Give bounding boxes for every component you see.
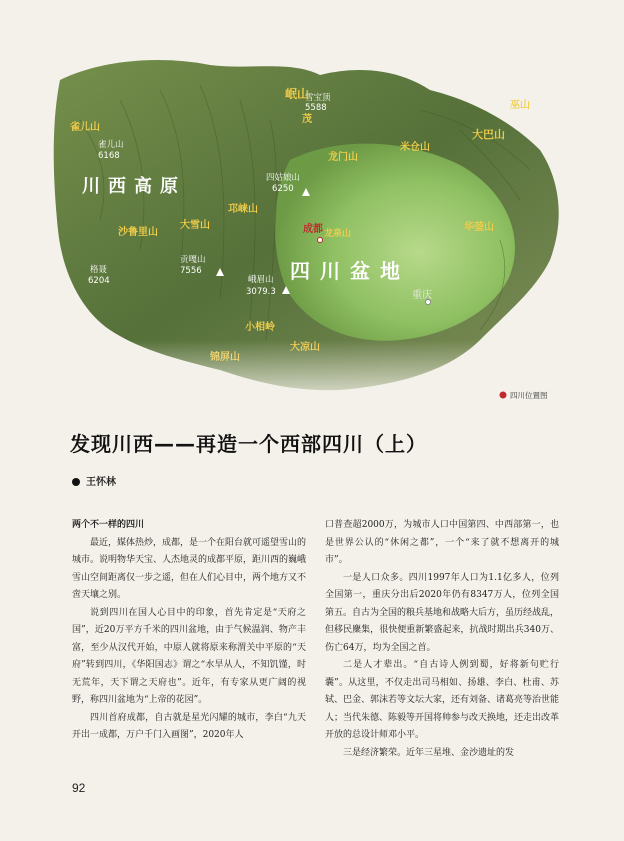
mountain-longmen: 龙门山: [328, 152, 358, 163]
peak-xuebaoding-elev: 5588: [305, 103, 327, 113]
right-column: [325, 517, 559, 762]
chongqing-label: 重庆: [412, 290, 432, 301]
peak-queershan-elev: 6168: [98, 151, 120, 161]
paragraph: 二是人才辈出。“自古诗人例到蜀，好将新句贮行囊”。从这里，不仅走出司马相如、扬雄、李白、杜甫、苏轼、巴金、郭沫若等文坛大家，还有刘备、诸葛亮等治世能人；当代朱德、陈毅等开国将帅参与改天换地，还走出改革开放的总设计师邓小平。: [325, 660, 560, 740]
paragraph: 三是经济繁荣。近年三星堆、金沙遗址的发: [343, 747, 515, 758]
article-title: 发现川西——再造一个西部四川（上）: [70, 432, 427, 456]
mountain-shaluli: 沙鲁里山: [118, 227, 158, 238]
author-line: [72, 473, 116, 488]
chengdu-marker: [318, 238, 323, 243]
legend-label: 四川位置图: [510, 391, 548, 400]
peak-xuebaoding-name: 雪宝顶: [305, 93, 331, 103]
mountain-micang: 米仓山: [400, 142, 430, 153]
page-number: 92: [72, 781, 86, 795]
section-heading: 两个不一样的四川: [72, 520, 145, 530]
paragraph: 四川首府成都，自古就是星光闪耀的城市，李白“九天开出一成都，万户千门入画图”，2020年人: [72, 712, 306, 740]
mountain-min: 岷山: [285, 87, 310, 101]
paragraph: 说到四川在国人心目中的印象，首先肯定是“天府之国”，近20万平方千米的四川盆地，由于气候温润、物产丰富，至少从汉代开始，中原人就将原来称渭关中平原的“天府”转到四川，《华阳国志》谓之“水旱从人，不知饥馑，时无荒年，天下谓之天府也”。近年，有专家从更广阔的视野，称四川盆地为“上帝的花园”。: [72, 607, 306, 705]
peak-emei-elev: 3079.3: [246, 287, 276, 297]
mountain-longquan: 龙泉山: [324, 229, 352, 239]
mountain-wu: 巫山: [510, 100, 530, 111]
author-name: 王怀林: [86, 477, 116, 488]
peak-gongga-elev: 7556: [180, 266, 202, 276]
paragraph: 一是人口众多。四川1997年人口为1.1亿多人，位列全国第一，重庆分出后2020年仍有8347万人，位列全国第五。自古为全国的粮兵基地和战略大后方，虽历经战乱，但移民麇集，很快便重新繁盛起来，抗战时期出兵340万、伤亡64万，均为全国之首。: [325, 572, 560, 653]
left-column: [72, 517, 306, 745]
mountain-daba: 大巴山: [472, 128, 505, 141]
basin-label: 四川盆地: [290, 259, 410, 283]
mountain-qionglai: 邛崃山: [228, 204, 258, 215]
mountain-que: 雀儿山: [70, 122, 100, 133]
sichuan-relief-map: [40, 40, 600, 410]
peak-gongga-name: 贡嘎山: [180, 255, 206, 265]
bullet-icon: [72, 478, 80, 486]
mountain-huaying: 华蓥山: [464, 222, 494, 233]
mountain-xiaoxiang: 小相岭: [245, 322, 275, 333]
peak-emei-name: 峨眉山: [248, 275, 274, 285]
peak-genie-elev: 6204: [88, 276, 110, 286]
peak-queershan-name: 雀儿山: [98, 140, 124, 150]
mountain-mao: 茂: [302, 114, 312, 125]
paragraph: 口普查超2000万，为城市人口中国第四、中西部第一，也是世界公认的“休闲之都”，一个“来了就不想离开的城市”。: [325, 520, 559, 565]
peak-siguniang-elev: 6250: [272, 184, 294, 194]
chengdu-label: 成都: [303, 224, 323, 235]
peak-siguniang-name: 四姑娘山: [266, 173, 301, 183]
mountain-daxue: 大雪山: [180, 220, 210, 231]
plateau-label: 川西高原: [82, 176, 186, 197]
legend-dot: [500, 392, 507, 399]
peak-genie-name: 格聂: [90, 265, 108, 275]
paragraph: 最近，媒体热炒，成都，是一个在阳台就可遥望雪山的城市。说明物华天宝、人杰地灵的成都平原，距川西的巍峨雪山空间距离仅一步之遥，但在人们心目中，两个地方又不啻天壤之别。: [72, 537, 307, 600]
